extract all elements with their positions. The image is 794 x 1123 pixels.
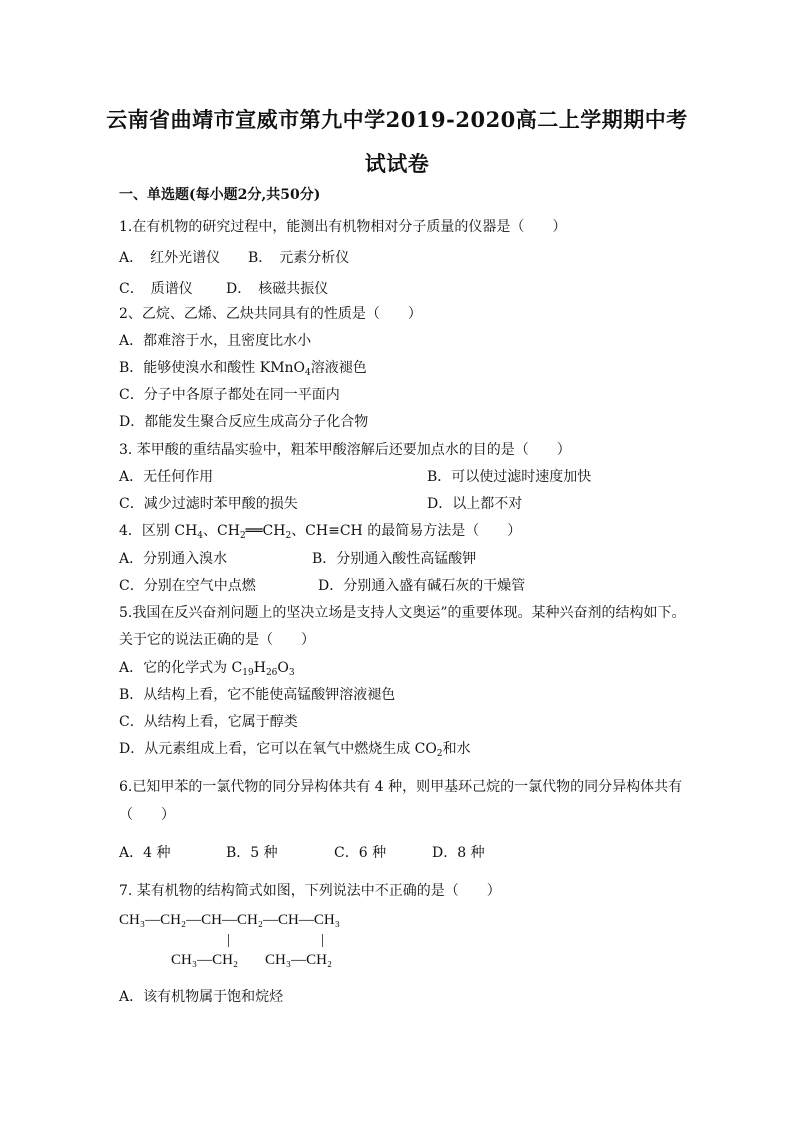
q4-option-d: D．分别通入盛有碱石灰的干燥管 (318, 578, 526, 594)
q7-option-a: A．该有机物属于饱和烷烃 (119, 989, 284, 1005)
q4-stem-mid1: 、CH (203, 523, 240, 539)
q4-stem (119, 522, 521, 540)
q5-option-a-h: H (253, 660, 266, 676)
q4-option-b: B．分别通入酸性高锰酸钾 (312, 551, 477, 567)
q4-sub-2: 2 (239, 531, 246, 541)
q5-option-a (119, 659, 295, 677)
q2-option-b-text: B．能够使溴水和酸性 KMnO (119, 360, 306, 376)
q5-sub-3: 3 (288, 668, 295, 678)
q4-option-c: C．分别在空气中点燃 (119, 578, 256, 594)
q5-stem-line1: 5.我国在反兴奋剂问题上的坚决立场是支持人文奥运”的重要体现。某种兴奋剂的结构如下。 (119, 605, 686, 621)
bond-1: | (227, 932, 231, 948)
q1-option-a: A． 红外光谱仪 (119, 250, 221, 266)
q2-stem: 2、乙烷、乙烯、乙炔共同具有的性质是（ ） (119, 306, 422, 322)
q5-option-a-o: O (277, 660, 289, 676)
q4-stem-text: 4．区别 CH (119, 523, 198, 539)
q3-stem: 3. 苯甲酸的重结晶实验中，粗苯甲酸溶解后还要加点水的目的是（ ） (119, 442, 571, 458)
q3-option-b: B．可以使过滤时速度加快 (427, 469, 592, 485)
q3-option-c: C．减少过滤时苯甲酸的损失 (119, 496, 298, 512)
q6-stem-line2: （ ） (119, 807, 175, 823)
q4-sub-3: 2 (285, 531, 292, 541)
q6-stem-line1: 6.已知甲苯的一氯代物的同分异构体共有 4 种，则甲基环己烷的一氯代物的同分异构体共有 (119, 779, 683, 795)
q2-option-c: C．分子中各原子都处在同一平面内 (119, 387, 340, 403)
main-chain: CH₃—CH₂—CH—CH₂—CH—CH₃ (119, 912, 340, 928)
q6-option-a: A．4 种 (119, 845, 171, 861)
q5-stem-line2: 关于它的说法正确的是（ ） (119, 632, 315, 648)
q2-option-b-tail: 溶液褪色 (310, 360, 367, 376)
q1-stem: 1.在有机物的研究过程中，能测出有机物相对分子质量的仪器是（ ） (119, 219, 567, 235)
q1-option-b: B． 元素分析仪 (248, 250, 350, 266)
q5-option-b: B．从结构上看，它不能使高锰酸钾溶液褪色 (119, 687, 396, 703)
q1-option-d: D． 核磁共振仪 (226, 281, 329, 297)
bond-2: | (321, 932, 325, 948)
q5-option-d-text: D．从元素组成上看，它可以在氧气中燃烧生成 CO (119, 741, 437, 757)
q6-option-d: D．8 种 (432, 845, 485, 861)
q1-option-c: C． 质谱仪 (119, 281, 193, 297)
q2-option-b-sub: 4 (305, 368, 311, 378)
q5-sub-1: 19 (242, 668, 254, 678)
branch-1: CH₃—CH₂ (171, 952, 239, 968)
q5-option-c: C．从结构上看，它属于醇类 (119, 714, 298, 730)
q4-sub-1: 4 (197, 531, 204, 541)
q5-option-d-tail: 和水 (442, 741, 471, 757)
q4-option-a: A．分别通入溴水 (119, 551, 228, 567)
q2-option-b (119, 359, 367, 377)
structural-formula (119, 912, 419, 976)
q6-option-c: C．6 种 (334, 845, 387, 861)
branch-2: CH₃—CH₂ (265, 952, 333, 968)
q4-stem-mid2: ══CH (245, 523, 286, 539)
q5-option-d (119, 740, 471, 758)
q6-option-b: B．5 种 (226, 845, 278, 861)
exam-title-line1: 云南省曲靖市宣威市第九中学2019-2020高二上学期期中考 (106, 107, 688, 132)
section-heading: 一、单选题(每小题2分,共50分) (119, 187, 321, 203)
q5-sub-2: 26 (265, 668, 278, 678)
q7-stem: 7. 某有机物的结构简式如图，下列说法中不正确的是（ ） (119, 883, 501, 899)
q2-option-d: D．都能发生聚合反应生成高分子化合物 (119, 414, 369, 430)
q5-sub-4: 2 (436, 749, 443, 759)
q4-stem-tail: 、CH≡CH 的最简易方法是（ ） (291, 523, 522, 539)
q3-option-d: D．以上都不对 (427, 496, 523, 512)
q3-option-a: A．无任何作用 (119, 469, 214, 485)
q5-option-a-text: A．它的化学式为 C (119, 660, 243, 676)
exam-title-line2: 试试卷 (364, 151, 430, 176)
q2-option-a: A．都难溶于水，且密度比水小 (119, 333, 312, 349)
